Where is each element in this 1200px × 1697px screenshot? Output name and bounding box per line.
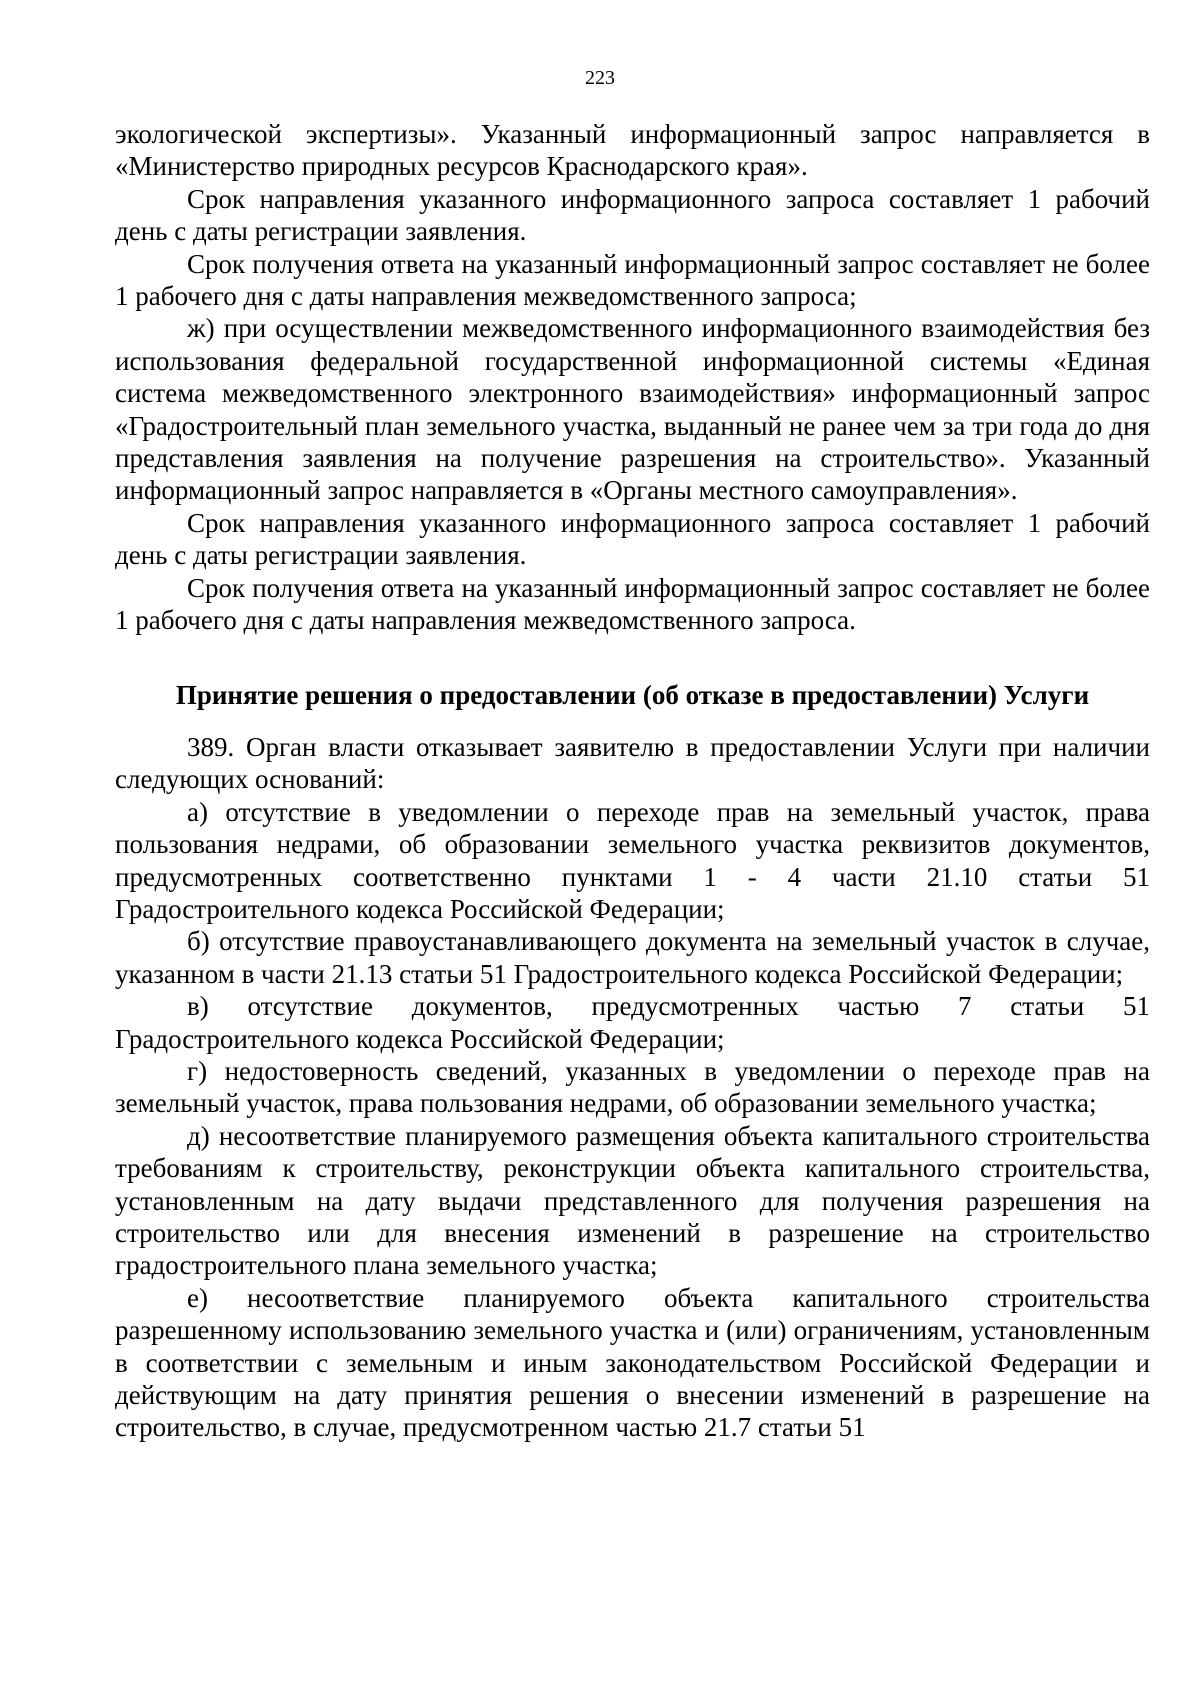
paragraph: Срок направления указанного информационного запроса составляет 1 рабочий день с даты регистрации заявления. bbox=[115, 507, 1150, 571]
paragraph: Срок получения ответа на указанный информационный запрос составляет не более 1 рабочего дня с даты направления межведомственного запроса. bbox=[115, 572, 1150, 636]
paragraph: б) отсутствие правоустанавливающего документа на земельный участок в случае, указанном в части 21.13 статьи 51 Градостроительного кодекса Российской Федерации; bbox=[115, 926, 1150, 989]
paragraph: а) отсутствие в уведомлении о переходе прав на земельный участок, права пользования недрами, об образовании земельного участка реквизитов документов, предусмотренных соответственно пунктами 1 - 4 части 21.10 статьи 51 Градостроительного кодекса Российской Федерации; bbox=[115, 796, 1150, 924]
paragraph: Срок получения ответа на указанный информационный запрос составляет не более 1 рабочего дня с даты направления межведомственного запроса; bbox=[115, 248, 1150, 312]
paragraph: г) недостоверность сведений, указанных в уведомлении о переходе прав на земельный участок, права пользования недрами, об образовании земельного участка; bbox=[115, 1055, 1150, 1119]
paragraph: 389. Орган власти отказывает заявителю в предоставлении Услуги при наличии следующих оснований: bbox=[115, 731, 1150, 795]
section-heading: Принятие решения о предоставлении (об отказе в предоставлении) Услуги bbox=[175, 679, 1090, 710]
page-number: 223 bbox=[585, 67, 615, 89]
paragraph: Срок направления указанного информационного запроса составляет 1 рабочий день с даты регистрации заявления. bbox=[115, 183, 1150, 247]
paragraph: д) несоответствие планируемого размещения объекта капитального строительства требованиям к строительству, реконструкции объекта капитального строительства, установленным на дату выдачи представленного для получения разрешения на строительство или для внесения изменений в разрешение на строительство градостроительного плана земельного участка; bbox=[115, 1120, 1150, 1281]
document-body bbox=[115, 118, 1150, 1444]
paragraph: экологической экспертизы». Указанный информационный запрос направляется в «Министерство природных ресурсов Краснодарского края». bbox=[115, 119, 1150, 182]
paragraph: е) несоответствие планируемого объекта капитального строительства разрешенному использованию земельного участка и (или) ограничениям, установленным в соответствии с земельным и иным законодательством Российской Федерации и действующим на дату принятия решения о внесении изменений в разрешение на строительство, в случае, предусмотренном частью 21.7 статьи 51 bbox=[115, 1282, 1150, 1443]
paragraph: в) отсутствие документов, предусмотренных частью 7 статьи 51 Градостроительного кодекса Российской Федерации; bbox=[115, 991, 1150, 1054]
section-spacer bbox=[115, 637, 1150, 679]
paragraph: ж) при осуществлении межведомственного информационного взаимодействия без использования федеральной государственной информационной системы «Единая система межведомственного электронного взаимодействия» информационный запрос «Градостроительный план земельного участка, выданный не ранее чем за три года до дня представления заявления на получение разрешения на строительство». Указанный информационный запрос направляется в «Органы местного самоуправления». bbox=[115, 313, 1150, 506]
heading-spacer bbox=[115, 711, 1150, 731]
